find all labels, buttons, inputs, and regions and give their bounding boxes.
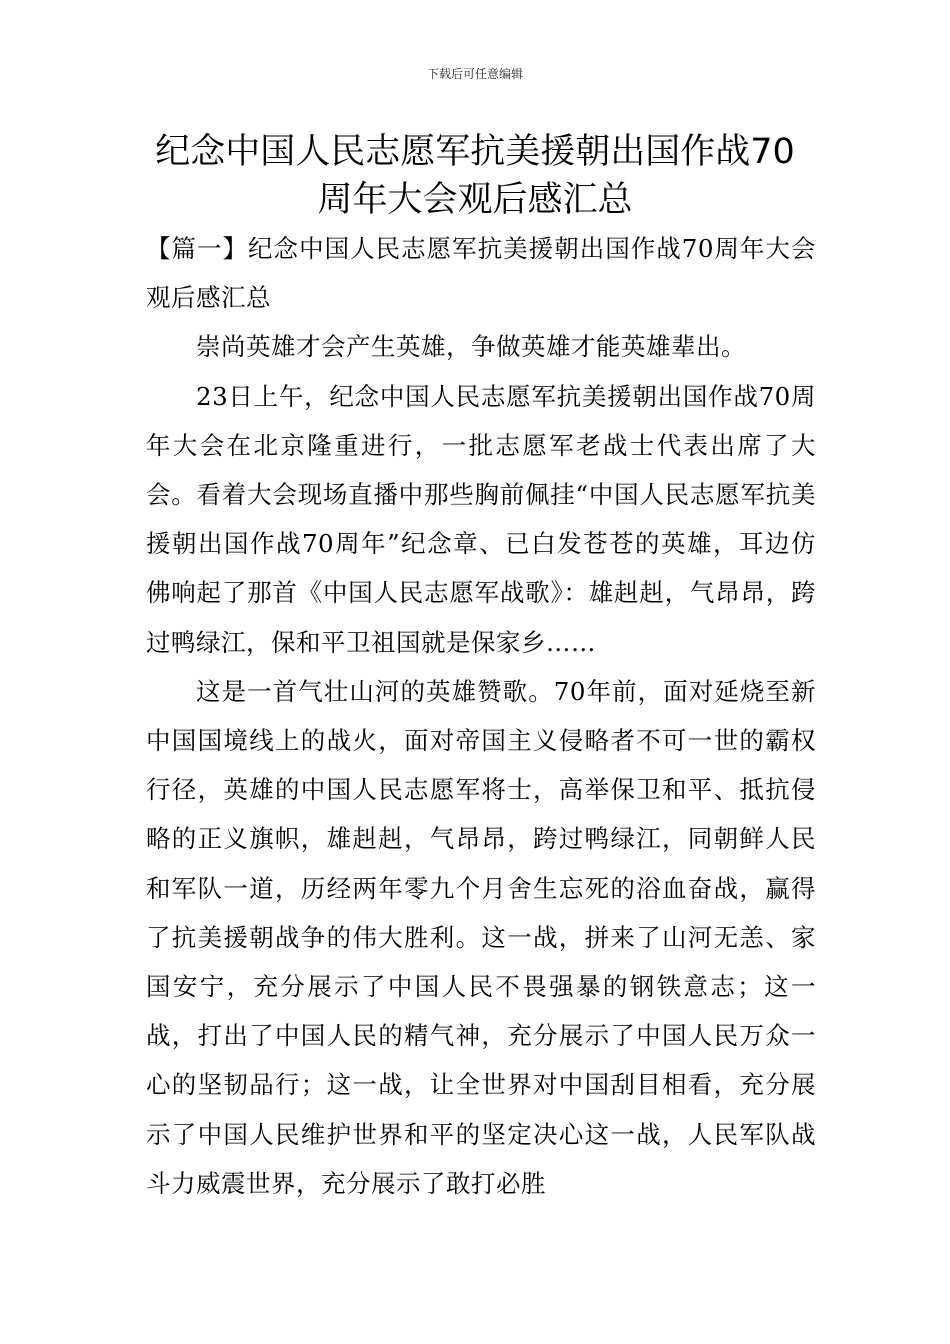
- paragraph: 崇尚英雄才会产生英雄，争做英雄才能英雄辈出。: [196, 332, 746, 362]
- section-heading: 【篇一】纪念中国人民志愿军抗美援朝出国作战70周年大会观后感汇总: [146, 234, 816, 313]
- paragraph: 这是一首气壮山河的英雄赞歌。70年前，面对延烧至新中国国境线上的战火，面对帝国主义侵略者不可一世的霸权行径，英雄的中国人民志愿军将士，高举保卫和平、抵抗侵略的正义旗帜，雄赳赳，气昂昂，跨过鸭绿江，同朝鲜人民和军队一道，历经两年零九个月舍生忘死的浴血奋战，赢得了抗美援朝战争的伟大胜利。这一战，拼来了山河无恙、家国安宁，充分展示了中国人民不畏强暴的钢铁意志；这一战，打出了中国人民的精气神，充分展示了中国人民万众一心的坚韧品行；这一战，让全世界对中国刮目相看，充分展示了中国人民维护世界和平的坚定决心这一战，人民军队战斗力威震世界，充分展示了敢打必胜: [146, 676, 816, 1198]
- document-body: [146, 224, 816, 1208]
- paragraph: 23日上午，纪念中国人民志愿军抗美援朝出国作战70周年大会在北京隆重进行，一批志愿军老战士代表出席了大会。看着大会现场直播中那些胸前佩挂“中国人民志愿军抗美援朝出国作战70周年”纪念章、已白发苍苍的英雄，耳边仿佛响起了那首《中国人民志愿军战歌》：雄赳赳，气昂昂，跨过鸭绿江，保和平卫祖国就是保家乡……: [146, 381, 816, 657]
- header-note: 下载后可任意编辑: [426, 67, 523, 81]
- document-title: 纪念中国人民志愿军抗美援朝出国作战70周年大会观后感汇总: [155, 132, 795, 220]
